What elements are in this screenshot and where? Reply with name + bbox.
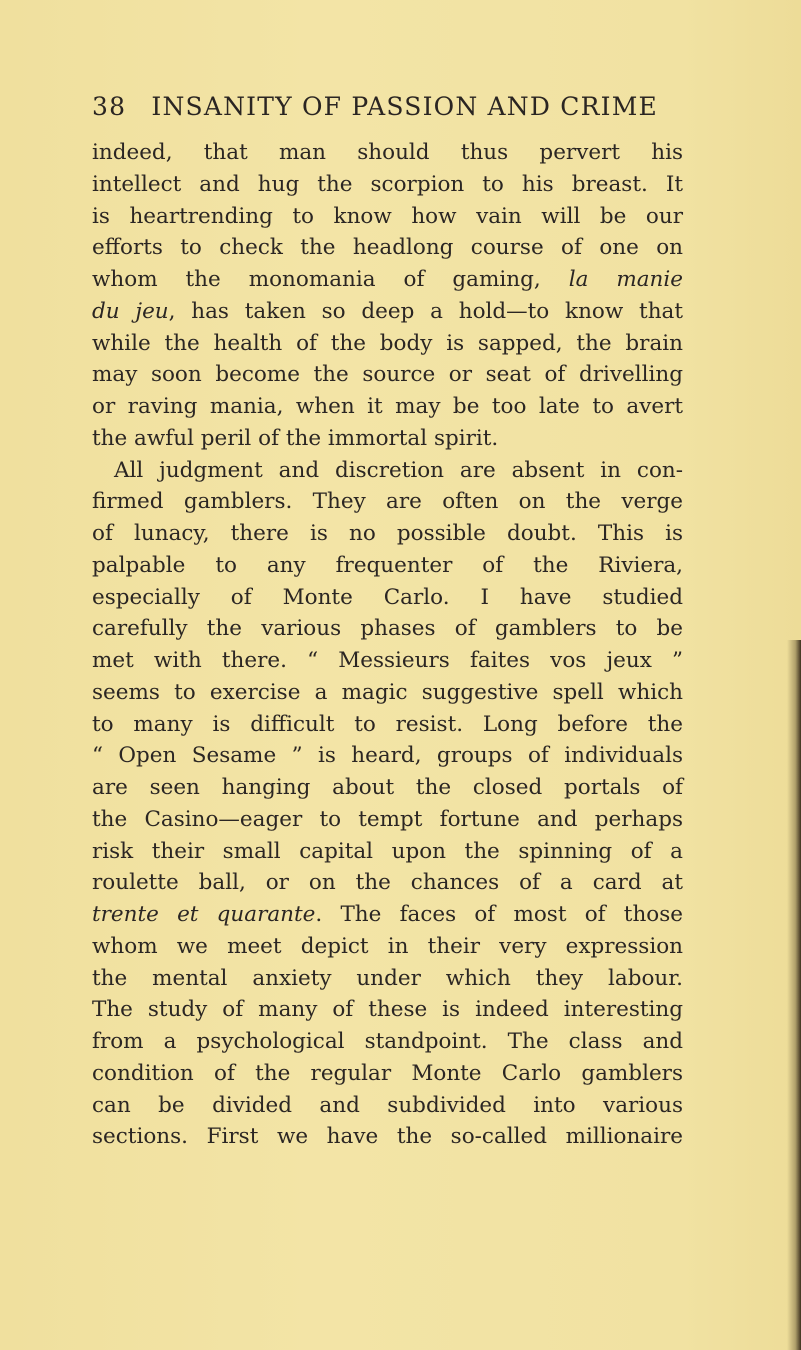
text-line: are seen hanging about the closed portals of (92, 775, 683, 800)
text-line: du jeu, has taken so deep a hold—to know that (92, 298, 683, 324)
text-line: met with there. “ Messieurs faites vos jeux ” (92, 648, 683, 673)
text-line: “ Open Sesame ” is heard, groups of individuals (92, 743, 683, 769)
text-line: the awful peril of the immortal spirit. (92, 425, 499, 451)
text-line: may soon become the source or seat of drivelling (92, 362, 683, 388)
text-line: whom the monomania of gaming, la manie (92, 267, 683, 292)
text-line: intellect and hug the scorpion to his breast. It (92, 171, 683, 197)
text-line: while the health of the body is sapped, the brain (92, 330, 683, 356)
text-line: indeed, that man should thus pervert his (92, 140, 683, 165)
text-line: of lunacy, there is no possible doubt. This is (92, 521, 683, 546)
text-line: roulette ball, or on the chances of a card at (92, 870, 683, 896)
text-line: trente et quarante. The faces of most of those (92, 902, 683, 927)
text-line: palpable to any frequenter of the Riviera, (92, 552, 683, 578)
text-line: can be divided and subdivided into various (92, 1092, 683, 1118)
text-line: the Casino—eager to tempt fortune and perhaps (92, 806, 683, 832)
text-line: sections. First we have the so-called millionaire (92, 1124, 683, 1150)
text-line: is heartrending to know how vain will be our (92, 203, 683, 229)
text-line: condition of the regular Monte Carlo gamblers (92, 1060, 683, 1086)
text-line: to many is difficult to resist. Long before the (92, 711, 683, 737)
text-line: whom we meet depict in their very expression (92, 933, 683, 959)
running-header (92, 92, 692, 132)
page-edge-shadow (787, 640, 801, 1350)
text-line: risk their small capital upon the spinning of a (92, 838, 683, 864)
text-line: efforts to check the headlong course of one on (92, 235, 683, 261)
text-line: The study of many of these is indeed interesting (92, 997, 683, 1023)
body-text (92, 137, 683, 1153)
italic-phrase: la manie (568, 267, 683, 292)
text-line: the mental anxiety under which they labour. (92, 965, 683, 991)
italic-phrase: trente et quarante (92, 902, 316, 927)
page-number: 38 (92, 92, 127, 121)
running-title: INSANITY OF PASSION AND CRIME (151, 92, 658, 121)
text-line: from a psychological standpoint. The class and (92, 1029, 683, 1054)
text-line: All judgment and discretion are absent in con- (114, 457, 683, 483)
italic-phrase: du jeu (92, 298, 169, 324)
text-line: seems to exercise a magic suggestive spell which (92, 679, 683, 705)
text-line: especially of Monte Carlo. I have studied (92, 584, 683, 610)
text-line: or raving mania, when it may be too late to avert (92, 394, 683, 419)
text-line: carefully the various phases of gamblers to be (92, 616, 683, 642)
text-line: firmed gamblers. They are often on the verge (92, 489, 683, 515)
